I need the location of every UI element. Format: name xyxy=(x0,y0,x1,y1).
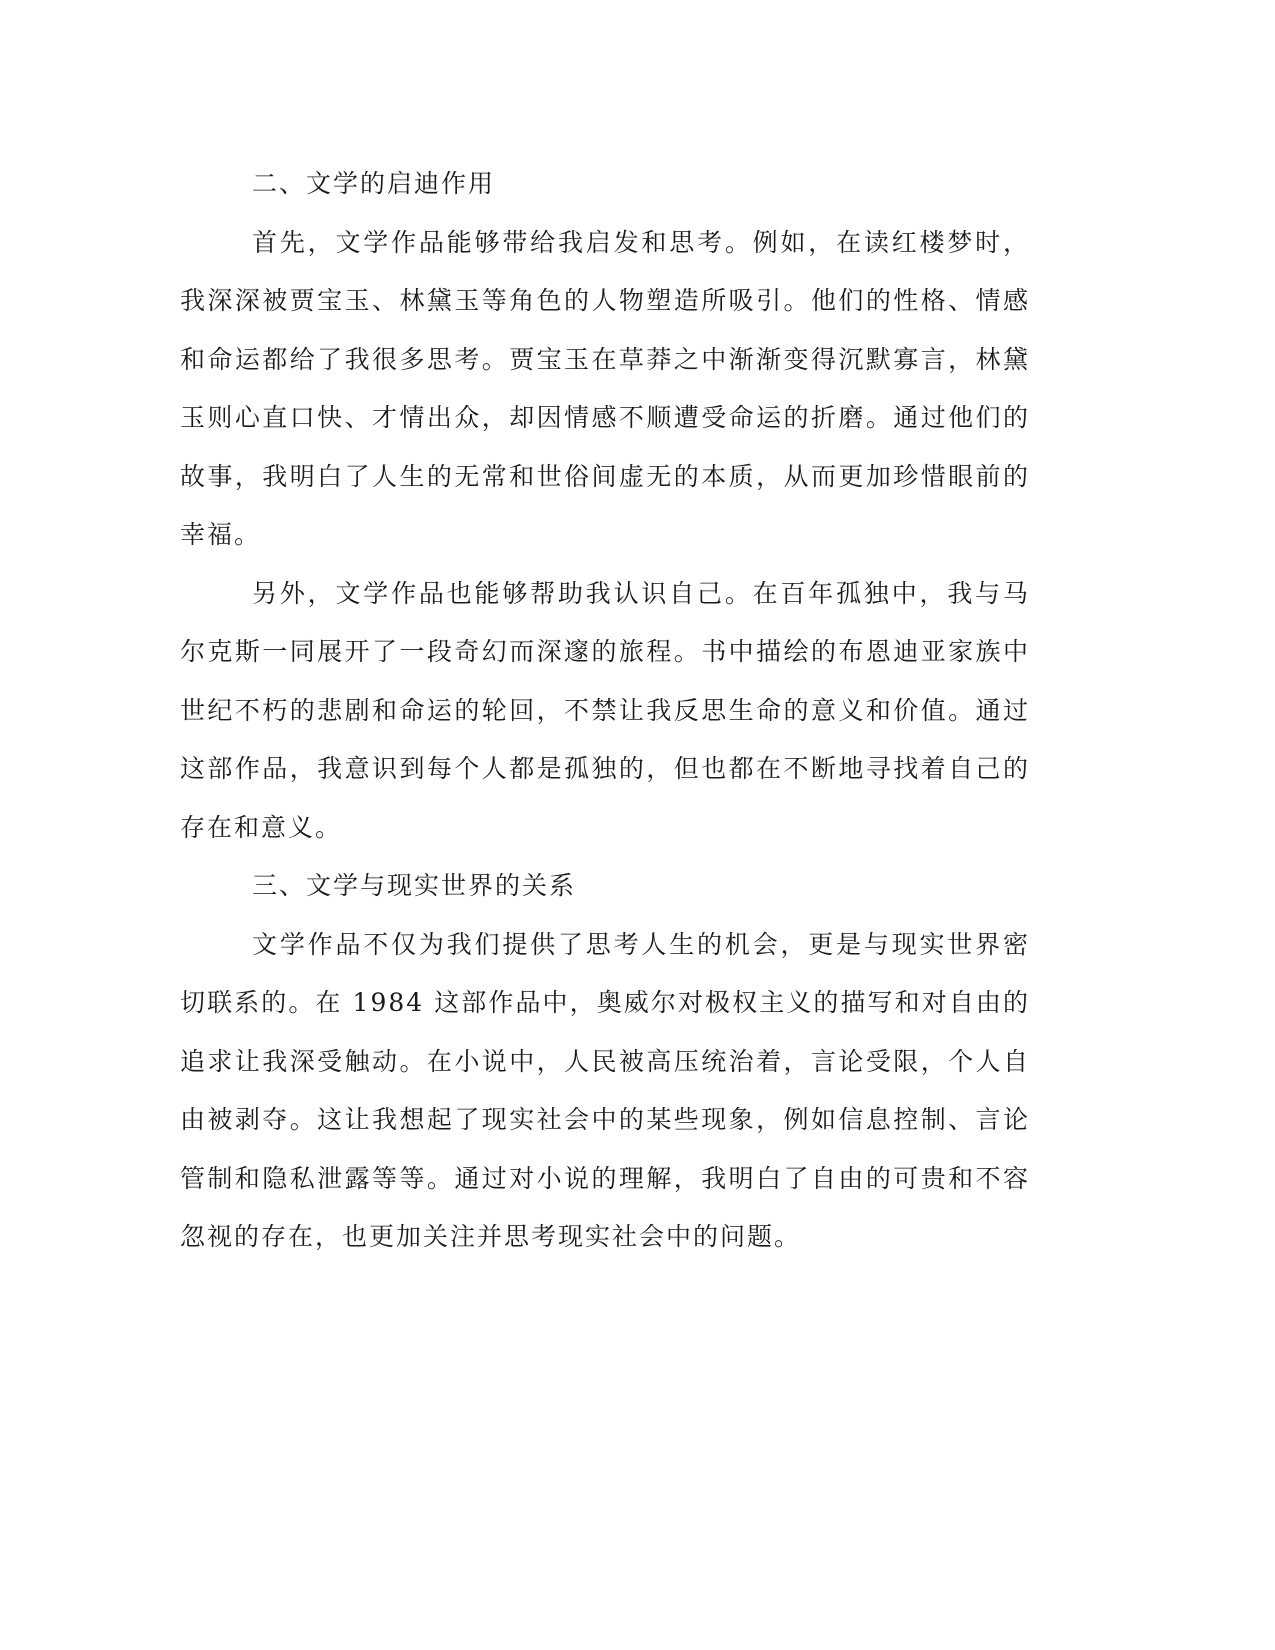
paragraph-1984: 文学作品不仅为我们提供了思考人生的机会，更是与现实世界密切联系的。在 1984 这部作品中，奥威尔对极权主义的描写和对自由的追求让我深受触动。在小说中，人民被高压统治着，言论受限，个人自由被剥夺。这让我想起了现实社会中的某些现象，例如信息控制、言论管制和隐私泄露等等。通过对小说的理解，我明白了自由的可贵和不容忽视的存在，也更加关注并思考现实社会中的问题。 xyxy=(180,929,1030,1251)
paragraph-hundred-years-solitude: 另外，文学作品也能够帮助我认识自己。在百年孤独中，我与马尔克斯一同展开了一段奇幻而深邃的旅程。书中描绘的布恩迪亚家族中世纪不朽的悲剧和命运的轮回，不禁让我反思生命的意义和价值。通过这部作品，我意识到每个人都是孤独的，但也都在不断地寻找着自己的存在和意义。 xyxy=(180,578,1030,842)
section-heading-reality: 三、文学与现实世界的关系 xyxy=(252,871,577,900)
section-heading-enlightenment: 二、文学的启迪作用 xyxy=(252,169,496,198)
document-body xyxy=(180,155,1030,1267)
paragraph-dream-of-red-chamber: 首先，文学作品能够带给我启发和思考。例如，在读红楼梦时，我深深被贾宝玉、林黛玉等角色的人物塑造所吸引。他们的性格、情感和命运都给了我很多思考。贾宝玉在草莽之中渐渐变得沉默寡言，林黛玉则心直口快、才情出众，却因情感不顺遭受命运的折磨。通过他们的故事，我明白了人生的无常和世俗间虚无的本质，从而更加珍惜眼前的幸福。 xyxy=(180,227,1030,549)
